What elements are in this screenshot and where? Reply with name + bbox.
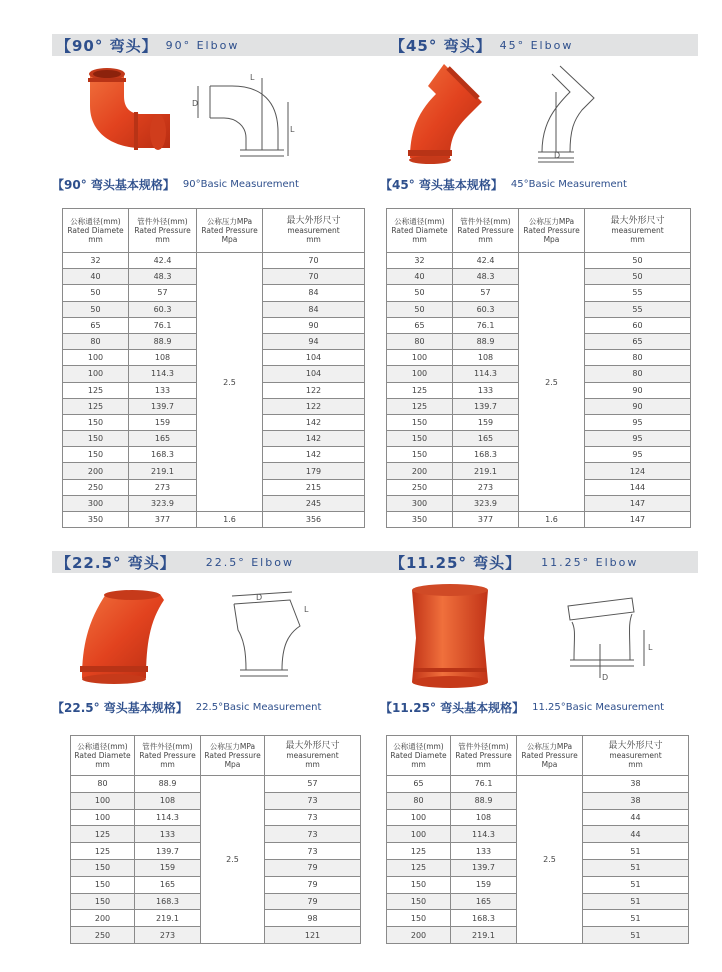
banner-90-elbow [52, 34, 698, 56]
cell-diameter: 100 [71, 809, 135, 826]
cell-diameter: 40 [387, 269, 453, 285]
cell-outer-diameter: 219.1 [453, 463, 519, 479]
cell-outer-diameter: 165 [451, 893, 517, 910]
elbow-22-drawing [216, 590, 316, 680]
cell-diameter: 300 [387, 495, 453, 511]
cell-measurement: 147 [585, 495, 691, 511]
cell-outer-diameter: 57 [129, 285, 197, 301]
cell-measurement: 38 [583, 776, 689, 793]
cell-outer-diameter: 139.7 [135, 843, 201, 860]
cell-outer-diameter: 273 [135, 927, 201, 944]
cell-diameter: 200 [71, 910, 135, 927]
cell-outer-diameter: 108 [453, 350, 519, 366]
cell-measurement: 147 [585, 512, 691, 528]
cell-outer-diameter: 377 [453, 512, 519, 528]
cell-measurement: 70 [263, 269, 365, 285]
cell-diameter: 150 [387, 431, 453, 447]
header-dn: 公称通径(mm) Rated Diamete mm [63, 209, 129, 253]
cell-outer-diameter: 114.3 [453, 366, 519, 382]
cell-outer-diameter: 139.7 [451, 859, 517, 876]
cell-measurement: 51 [583, 893, 689, 910]
spec-table-45: 公称通径(mm) Rated Diamete mm 管件外径(mm) Rated Pressure mm 公称压力MPa Rated Pressure Mpa 最大外形尺寸 measurement mm 32 42.4 2.5 50 40 48.3 50 50 57 55 50 60.3 55 65 76.1 60 80 88.9 65 100 108 80 100 114.3 80 125 133 90 125 139.7 90 150 159 95 150 165 95 150 168.3 95 200 219.1 124 250 273 144 300 323.9 147 350 377 1.6 147 [386, 208, 691, 528]
cell-measurement: 55 [585, 285, 691, 301]
cell-diameter: 150 [387, 447, 453, 463]
cell-diameter: 125 [387, 382, 453, 398]
cell-measurement: 44 [583, 826, 689, 843]
cell-outer-diameter: 76.1 [451, 776, 517, 793]
title-22-zh: 【22.5° 弯头】 [56, 553, 176, 572]
title-22-en: 22.5° Elbow [205, 555, 294, 569]
cell-outer-diameter: 165 [135, 876, 201, 893]
elbow-90-photo [72, 66, 172, 162]
cell-outer-diameter: 139.7 [453, 398, 519, 414]
cell-outer-diameter: 168.3 [129, 447, 197, 463]
cell-outer-diameter: 323.9 [129, 495, 197, 511]
cell-measurement: 79 [265, 876, 361, 893]
cell-measurement: 51 [583, 859, 689, 876]
cell-diameter: 50 [63, 301, 129, 317]
cell-measurement: 55 [585, 301, 691, 317]
cell-measurement: 179 [263, 463, 365, 479]
cell-measurement: 51 [583, 927, 689, 944]
cell-diameter: 200 [387, 463, 453, 479]
cell-measurement: 215 [263, 479, 365, 495]
cell-outer-diameter: 273 [129, 479, 197, 495]
cell-measurement: 80 [585, 350, 691, 366]
cell-outer-diameter: 219.1 [135, 910, 201, 927]
cell-outer-diameter: 42.4 [129, 253, 197, 269]
cell-measurement: 51 [583, 843, 689, 860]
table-row [387, 776, 689, 793]
cell-diameter: 65 [387, 776, 451, 793]
cell-outer-diameter: 165 [453, 431, 519, 447]
cell-diameter: 150 [387, 893, 451, 910]
header-od: 管件外径(mm) Rated Pressure mm [129, 209, 197, 253]
table-row [63, 512, 365, 528]
svg-text:D: D [192, 99, 199, 108]
title-90-en: 90° Elbow [165, 38, 240, 52]
cell-diameter: 100 [63, 350, 129, 366]
cell-measurement: 142 [263, 447, 365, 463]
cell-measurement: 73 [265, 792, 361, 809]
cell-measurement: 122 [263, 398, 365, 414]
cell-measurement: 122 [263, 382, 365, 398]
cell-measurement: 79 [265, 893, 361, 910]
cell-outer-diameter: 133 [129, 382, 197, 398]
cell-measurement: 79 [265, 859, 361, 876]
cell-diameter: 100 [387, 826, 451, 843]
cell-diameter: 150 [387, 910, 451, 927]
subhead-22: 【22.5° 弯头基本规格】 22.5°Basic Measurement [52, 700, 322, 715]
svg-text:L: L [290, 125, 295, 134]
cell-outer-diameter: 60.3 [453, 301, 519, 317]
cell-outer-diameter: 108 [135, 792, 201, 809]
table-row [387, 253, 691, 269]
cell-measurement: 144 [585, 479, 691, 495]
cell-measurement: 50 [585, 269, 691, 285]
spec-table-90 [62, 208, 365, 528]
cell-outer-diameter: 323.9 [453, 495, 519, 511]
cell-diameter: 150 [63, 447, 129, 463]
table-row [63, 253, 365, 269]
cell-diameter: 80 [63, 333, 129, 349]
cell-pressure: 2.5 [201, 776, 265, 944]
cell-measurement: 95 [585, 414, 691, 430]
header-pressure: 公称压力MPa Rated Pressure Mpa [197, 209, 263, 253]
cell-outer-diameter: 219.1 [129, 463, 197, 479]
cell-pressure: 1.6 [519, 512, 585, 528]
cell-diameter: 200 [63, 463, 129, 479]
cell-outer-diameter: 57 [453, 285, 519, 301]
cell-measurement: 73 [265, 843, 361, 860]
cell-measurement: 94 [263, 333, 365, 349]
subhead-45: 【45° 弯头基本规格】 45°Basic Measurement [380, 177, 627, 192]
title-45-zh: 【45° 弯头】 [390, 36, 492, 55]
title-90-zh: 【90° 弯头】 [56, 36, 158, 55]
cell-diameter: 350 [387, 512, 453, 528]
table-row [387, 512, 691, 528]
cell-measurement: 57 [265, 776, 361, 793]
cell-diameter: 100 [71, 792, 135, 809]
cell-diameter: 250 [63, 479, 129, 495]
cell-measurement: 44 [583, 809, 689, 826]
banner-22-elbow [52, 551, 698, 573]
cell-measurement: 245 [263, 495, 365, 511]
cell-outer-diameter: 159 [451, 876, 517, 893]
cell-diameter: 50 [63, 285, 129, 301]
cell-outer-diameter: 114.3 [451, 826, 517, 843]
cell-measurement: 60 [585, 317, 691, 333]
cell-measurement: 80 [585, 366, 691, 382]
cell-measurement: 356 [263, 512, 365, 528]
cell-measurement: 121 [265, 927, 361, 944]
cell-outer-diameter: 108 [129, 350, 197, 366]
svg-text:D: D [554, 151, 561, 160]
title-11-en: 11.25° Elbow [541, 555, 639, 569]
table-row [71, 776, 361, 793]
svg-text:D: D [256, 593, 263, 602]
cell-diameter: 150 [387, 414, 453, 430]
cell-outer-diameter: 48.3 [129, 269, 197, 285]
cell-outer-diameter: 114.3 [135, 809, 201, 826]
cell-outer-diameter: 168.3 [135, 893, 201, 910]
svg-text:L: L [304, 605, 309, 614]
cell-measurement: 73 [265, 826, 361, 843]
cell-measurement: 51 [583, 876, 689, 893]
cell-diameter: 125 [387, 398, 453, 414]
cell-diameter: 125 [71, 826, 135, 843]
cell-outer-diameter: 133 [451, 843, 517, 860]
cell-outer-diameter: 168.3 [453, 447, 519, 463]
cell-diameter: 150 [71, 893, 135, 910]
cell-diameter: 350 [63, 512, 129, 528]
cell-outer-diameter: 88.9 [135, 776, 201, 793]
cell-diameter: 100 [63, 366, 129, 382]
cell-outer-diameter: 108 [451, 809, 517, 826]
cell-diameter: 200 [387, 927, 451, 944]
cell-pressure: 2.5 [517, 776, 583, 944]
cell-outer-diameter: 88.9 [451, 792, 517, 809]
svg-text:L: L [648, 643, 653, 652]
cell-pressure: 1.6 [197, 512, 263, 528]
cell-outer-diameter: 133 [453, 382, 519, 398]
cell-diameter: 80 [387, 333, 453, 349]
cell-measurement: 84 [263, 301, 365, 317]
cell-diameter: 125 [71, 843, 135, 860]
cell-measurement: 38 [583, 792, 689, 809]
cell-outer-diameter: 159 [453, 414, 519, 430]
cell-outer-diameter: 114.3 [129, 366, 197, 382]
title-11-zh: 【11.25° 弯头】 [390, 553, 522, 572]
cell-outer-diameter: 76.1 [453, 317, 519, 333]
cell-measurement: 124 [585, 463, 691, 479]
cell-diameter: 150 [387, 876, 451, 893]
cell-measurement: 98 [265, 910, 361, 927]
cell-outer-diameter: 273 [453, 479, 519, 495]
cell-measurement: 90 [263, 317, 365, 333]
elbow-45-photo [388, 62, 492, 166]
cell-diameter: 32 [387, 253, 453, 269]
cell-diameter: 300 [63, 495, 129, 511]
cell-diameter: 100 [387, 809, 451, 826]
cell-measurement: 95 [585, 431, 691, 447]
cell-pressure: 2.5 [197, 253, 263, 512]
elbow-11-drawing [560, 594, 660, 684]
cell-measurement: 73 [265, 809, 361, 826]
title-45-en: 45° Elbow [499, 38, 574, 52]
cell-measurement: 104 [263, 366, 365, 382]
cell-diameter: 50 [387, 285, 453, 301]
cell-outer-diameter: 159 [135, 859, 201, 876]
cell-measurement: 104 [263, 350, 365, 366]
cell-diameter: 50 [387, 301, 453, 317]
elbow-90-drawing [190, 72, 300, 164]
cell-diameter: 150 [63, 414, 129, 430]
spec-table-22: 公称通径(mm) Rated Diamete mm 管件外径(mm) Rated Pressure mm 公称压力MPa Rated Pressure Mpa 最大外形尺寸 measurement mm 80 88.9 2.5 57 100 108 73 100 114.3 73 125 133 73 125 139.7 73 150 159 79 150 165 79 150 168.3 79 200 219.1 98 250 273 121 [70, 735, 361, 944]
spec-table-11: 公称通径(mm) Rated Diamete mm 管件外径(mm) Rated Pressure mm 公称压力MPa Rated Pressure Mpa 最大外形尺寸 measurement mm 65 76.1 2.5 38 80 88.9 38 100 108 44 100 114.3 44 125 133 51 125 139.7 51 150 159 51 150 165 51 150 168.3 51 200 219.1 51 [386, 735, 689, 944]
cell-measurement: 50 [585, 253, 691, 269]
cell-diameter: 80 [387, 792, 451, 809]
cell-measurement: 142 [263, 431, 365, 447]
cell-diameter: 32 [63, 253, 129, 269]
cell-measurement: 51 [583, 910, 689, 927]
cell-outer-diameter: 377 [129, 512, 197, 528]
cell-diameter: 250 [71, 927, 135, 944]
cell-diameter: 150 [71, 859, 135, 876]
svg-text:D: D [602, 673, 609, 682]
cell-outer-diameter: 48.3 [453, 269, 519, 285]
cell-diameter: 125 [387, 843, 451, 860]
cell-outer-diameter: 42.4 [453, 253, 519, 269]
cell-diameter: 125 [387, 859, 451, 876]
elbow-22-photo [72, 586, 172, 686]
cell-outer-diameter: 88.9 [129, 333, 197, 349]
cell-outer-diameter: 133 [135, 826, 201, 843]
subhead-11: 【11.25° 弯头基本规格】 11.25°Basic Measurement [380, 700, 665, 715]
cell-outer-diameter: 165 [129, 431, 197, 447]
cell-diameter: 100 [387, 366, 453, 382]
elbow-45-drawing [530, 62, 610, 164]
cell-measurement: 90 [585, 382, 691, 398]
cell-diameter: 125 [63, 398, 129, 414]
cell-measurement: 95 [585, 447, 691, 463]
cell-outer-diameter: 168.3 [451, 910, 517, 927]
cell-pressure: 2.5 [519, 253, 585, 512]
cell-measurement: 90 [585, 398, 691, 414]
elbow-11-photo [408, 582, 492, 690]
cell-diameter: 65 [387, 317, 453, 333]
cell-outer-diameter: 219.1 [451, 927, 517, 944]
header-measurement: 最大外形尺寸 measurement mm [263, 209, 365, 253]
cell-diameter: 250 [387, 479, 453, 495]
cell-measurement: 70 [263, 253, 365, 269]
cell-diameter: 125 [63, 382, 129, 398]
cell-outer-diameter: 76.1 [129, 317, 197, 333]
cell-outer-diameter: 60.3 [129, 301, 197, 317]
subhead-90: 【90° 弯头基本规格】 90°Basic Measurement [52, 177, 299, 192]
cell-diameter: 150 [63, 431, 129, 447]
cell-measurement: 84 [263, 285, 365, 301]
cell-outer-diameter: 88.9 [453, 333, 519, 349]
cell-outer-diameter: 159 [129, 414, 197, 430]
cell-diameter: 80 [71, 776, 135, 793]
cell-diameter: 100 [387, 350, 453, 366]
svg-text:L: L [250, 73, 255, 82]
cell-outer-diameter: 139.7 [129, 398, 197, 414]
cell-diameter: 65 [63, 317, 129, 333]
cell-diameter: 40 [63, 269, 129, 285]
cell-measurement: 65 [585, 333, 691, 349]
cell-measurement: 142 [263, 414, 365, 430]
cell-diameter: 150 [71, 876, 135, 893]
